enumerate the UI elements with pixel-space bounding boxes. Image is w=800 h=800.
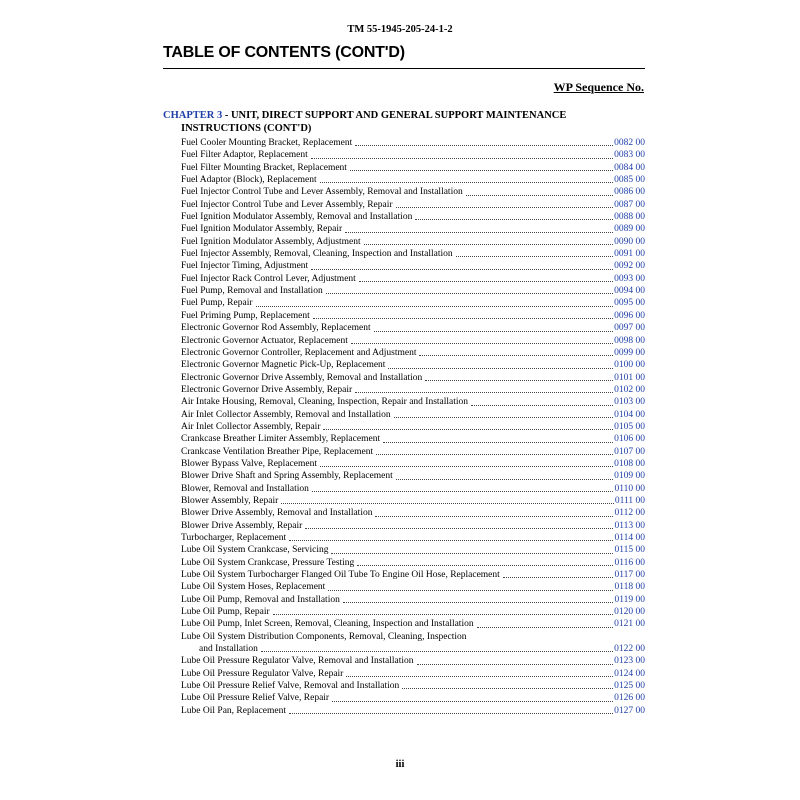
- toc-entry-title: Lube Oil System Crankcase, Pressure Testing: [181, 557, 355, 568]
- toc-entry-title: Blower, Removal and Installation: [181, 483, 309, 494]
- toc-entry-wp-link[interactable]: 0088 00: [614, 212, 645, 223]
- toc-entry-wp-link[interactable]: 0106 00: [614, 434, 645, 445]
- toc-entry[interactable]: [181, 680, 645, 692]
- dot-leader: [328, 590, 613, 591]
- toc-entry-wp-link[interactable]: 0121 00: [614, 619, 645, 630]
- dot-leader: [345, 232, 613, 233]
- dot-leader: [323, 429, 613, 430]
- toc-entry-wp-link[interactable]: 0091 00: [614, 249, 645, 260]
- toc-entry-title: Fuel Injector Timing, Adjustment: [181, 261, 309, 272]
- toc-entry[interactable]: [181, 396, 645, 408]
- toc-entry-title: Fuel Injector Control Tube and Lever Assembly, Removal and Installation: [181, 187, 463, 198]
- toc-entry[interactable]: [181, 495, 645, 507]
- dot-leader: [477, 627, 614, 628]
- toc-entry-wp-link[interactable]: 0104 00: [614, 409, 645, 420]
- toc-entry[interactable]: [181, 297, 645, 309]
- dot-leader: [289, 713, 613, 714]
- wp-sequence-column-header: WP Sequence No.: [553, 80, 644, 94]
- toc-entry[interactable]: [181, 347, 645, 359]
- toc-entry-wp-link[interactable]: 0117 00: [614, 570, 645, 581]
- toc-entry-title: Lube Oil Pressure Relief Valve, Repair: [181, 693, 330, 704]
- toc-entry-wp-link[interactable]: 0125 00: [614, 681, 645, 692]
- dot-leader: [357, 565, 613, 566]
- dot-leader: [503, 577, 614, 578]
- document-id-header: TM 55-1945-205-24-1-2: [347, 24, 453, 35]
- toc-entry[interactable]: [181, 273, 645, 285]
- chapter-title-line2: INSTRUCTIONS (CONT'D): [181, 123, 312, 134]
- toc-entry[interactable]: [181, 458, 645, 470]
- toc-entry[interactable]: [181, 507, 645, 519]
- dot-leader: [388, 368, 613, 369]
- toc-entry-title: Fuel Priming Pump, Replacement: [181, 310, 310, 321]
- toc-entry[interactable]: [181, 569, 645, 581]
- toc-entry[interactable]: [181, 248, 645, 260]
- toc-entry-title: Electronic Governor Rod Assembly, Replacement: [181, 323, 371, 334]
- toc-entry-wp-link[interactable]: 0116 00: [614, 557, 645, 568]
- toc-entry-wp-link[interactable]: 0127 00: [614, 705, 645, 716]
- toc-entry-wp-link[interactable]: 0087 00: [614, 199, 645, 210]
- toc-entry-wp-link[interactable]: 0103 00: [614, 397, 645, 408]
- chapter-title-line1: - UNIT, DIRECT SUPPORT AND GENERAL SUPPORT MAINTENANCE: [222, 110, 567, 121]
- dot-leader: [394, 417, 613, 418]
- toc-entry-title: Crankcase Breather Limiter Assembly, Replacement: [181, 434, 381, 445]
- toc-entry-wp-link[interactable]: 0105 00: [614, 421, 645, 432]
- toc-entry[interactable]: [181, 470, 645, 482]
- toc-entry-wp-link[interactable]: 0097 00: [614, 323, 645, 334]
- toc-entry-wp-link[interactable]: 0083 00: [614, 150, 645, 161]
- toc-entry-title: Fuel Pump, Repair: [181, 298, 253, 309]
- dot-leader: [289, 540, 613, 541]
- dot-leader: [417, 664, 614, 665]
- toc-entry[interactable]: [181, 409, 645, 421]
- dot-leader: [355, 392, 613, 393]
- toc-entry[interactable]: [181, 162, 645, 174]
- dot-leader: [383, 442, 613, 443]
- toc-entry-title: Fuel Ignition Modulator Assembly, Adjustment: [181, 236, 361, 247]
- toc-entry[interactable]: [181, 446, 645, 458]
- toc-entry[interactable]: [181, 655, 645, 667]
- toc-entry-title: Electronic Governor Controller, Replacement and Adjustment: [181, 347, 417, 358]
- dot-leader: [396, 479, 613, 480]
- toc-entry-wp-link[interactable]: 0122 00: [614, 644, 645, 655]
- toc-entry[interactable]: [181, 223, 645, 235]
- dot-leader: [332, 701, 613, 702]
- dot-leader: [311, 158, 613, 159]
- toc-entry-title: Fuel Injector Control Tube and Lever Assembly, Repair: [181, 199, 393, 210]
- toc-entry-title: Fuel Injector Assembly, Removal, Cleaning, Inspection and Installation: [181, 249, 453, 260]
- dot-leader: [355, 145, 613, 146]
- dot-leader: [402, 688, 613, 689]
- toc-entry-title: Electronic Governor Drive Assembly, Removal and Installation: [181, 372, 423, 383]
- toc-entry[interactable]: [181, 359, 645, 371]
- toc-entry-wp-link[interactable]: 0098 00: [614, 335, 645, 346]
- page-number: iii: [395, 759, 405, 770]
- toc-entry[interactable]: [181, 631, 645, 643]
- dot-leader: [311, 269, 613, 270]
- toc-entry[interactable]: [181, 384, 645, 396]
- dot-leader: [281, 503, 614, 504]
- toc-entry-title: Lube Oil Pump, Inlet Screen, Removal, Cleaning, Inspection and Installation: [181, 619, 474, 630]
- dot-leader: [305, 528, 613, 529]
- toc-entry-title: Air Inlet Collector Assembly, Repair: [181, 421, 321, 432]
- dot-leader: [364, 244, 614, 245]
- toc-entry[interactable]: [181, 149, 645, 161]
- toc-entry-wp-link[interactable]: 0119 00: [614, 594, 645, 605]
- dot-leader: [375, 516, 613, 517]
- toc-entry-title: Blower Drive Assembly, Repair: [181, 520, 303, 531]
- toc-entry-wp-link[interactable]: 0111 00: [614, 495, 645, 506]
- toc-entry-title-continued: and Installation: [199, 644, 258, 655]
- dot-leader: [261, 651, 613, 652]
- toc-entry-wp-link[interactable]: 0090 00: [614, 236, 645, 247]
- toc-entry-title: Crankcase Ventilation Breather Pipe, Replacement: [181, 446, 374, 457]
- toc-entry-wp-link[interactable]: 0120 00: [614, 607, 645, 618]
- toc-entry-wp-link[interactable]: 0110 00: [614, 483, 645, 494]
- toc-entry-wp-link[interactable]: 0118 00: [614, 582, 645, 593]
- dot-leader: [313, 318, 613, 319]
- toc-entry[interactable]: [181, 483, 645, 495]
- toc-entry[interactable]: [181, 606, 645, 618]
- dot-leader: [346, 676, 613, 677]
- toc-entry-wp-link[interactable]: 0102 00: [614, 384, 645, 395]
- toc-entry[interactable]: [181, 310, 645, 322]
- toc-entry-wp-link[interactable]: 0108 00: [614, 458, 645, 469]
- toc-entry-title: Fuel Cooler Mounting Bracket, Replacement: [181, 138, 353, 148]
- toc-entry-wp-link[interactable]: 0124 00: [614, 668, 645, 679]
- toc-entry-wp-link[interactable]: 0100 00: [614, 360, 645, 371]
- toc-entry-title: Fuel Ignition Modulator Assembly, Repair: [181, 224, 343, 235]
- toc-entry-wp-link[interactable]: 0101 00: [614, 372, 645, 383]
- toc-entry[interactable]: [181, 421, 645, 433]
- toc-entry-wp-link[interactable]: 0112 00: [614, 508, 645, 519]
- toc-entry[interactable]: [181, 137, 645, 149]
- toc-entry-title: Lube Oil System Distribution Components, Removal, Cleaning, Inspection: [181, 631, 467, 642]
- dot-leader: [374, 331, 614, 332]
- toc-entry[interactable]: [181, 211, 645, 223]
- toc-entry[interactable]: [181, 520, 645, 532]
- toc-entry[interactable]: [181, 260, 645, 272]
- toc-entry-wp-link[interactable]: 0115 00: [614, 545, 645, 556]
- toc-entry-wp-link[interactable]: 0089 00: [614, 224, 645, 235]
- toc-entry-wp-link[interactable]: 0096 00: [614, 310, 645, 321]
- toc-entry-wp-link[interactable]: 0085 00: [614, 175, 645, 186]
- dot-leader: [456, 256, 613, 257]
- dot-leader: [471, 405, 613, 406]
- toc-entry-title: Lube Oil Pressure Regulator Valve, Removal and Installation: [181, 656, 414, 667]
- toc-entry[interactable]: [181, 199, 645, 211]
- toc-entry-wp-link[interactable]: 0113 00: [614, 520, 645, 531]
- dot-leader: [351, 343, 613, 344]
- toc-entry-wp-link[interactable]: 0109 00: [614, 471, 645, 482]
- toc-entry-wp-link[interactable]: 0107 00: [614, 446, 645, 457]
- toc-entry-title: Lube Oil Pressure Relief Valve, Removal and Installation: [181, 681, 400, 692]
- toc-entry[interactable]: [181, 433, 645, 445]
- toc-entry-title: Fuel Filter Adaptor, Replacement: [181, 150, 308, 161]
- toc-entry[interactable]: [181, 186, 645, 198]
- toc-entry-wp-link[interactable]: 0086 00: [614, 187, 645, 198]
- dot-leader: [376, 454, 613, 455]
- toc-entry[interactable]: [181, 594, 645, 606]
- toc-entry-wp-link[interactable]: 0114 00: [614, 533, 645, 543]
- page-title: TABLE OF CONTENTS (CONT'D): [163, 44, 405, 61]
- toc-entry-title: Fuel Injector Rack Control Lever, Adjustment: [181, 273, 356, 284]
- dot-leader: [326, 293, 613, 294]
- toc-entry-title: Lube Oil Pump, Removal and Installation: [181, 594, 340, 605]
- toc-entry-wp-link[interactable]: 0082 00: [614, 138, 645, 148]
- toc-entry-wp-link[interactable]: 0094 00: [614, 286, 645, 297]
- dot-leader: [396, 207, 614, 208]
- toc-entry-wp-link[interactable]: 0092 00: [614, 261, 645, 272]
- toc-entry-wp-link[interactable]: 0123 00: [614, 656, 645, 667]
- toc-entry[interactable]: [181, 372, 645, 384]
- toc-entry-title: Lube Oil System Hoses, Replacement: [181, 582, 326, 593]
- toc-entry-title: Fuel Pump, Removal and Installation: [181, 286, 323, 297]
- chapter-heading: [163, 109, 645, 135]
- toc-entry[interactable]: [181, 557, 645, 569]
- toc-entry-title: Turbocharger, Replacement: [181, 533, 287, 543]
- toc-entry[interactable]: [181, 705, 645, 717]
- dot-leader: [419, 355, 613, 356]
- toc-entry-title: Fuel Adaptor (Block), Replacement: [181, 175, 317, 186]
- chapter-link[interactable]: CHAPTER 3: [163, 110, 223, 121]
- dot-leader: [312, 491, 614, 492]
- dot-leader: [320, 182, 614, 183]
- dot-leader: [425, 380, 613, 381]
- toc-entry-title: Lube Oil Pressure Regulator Valve, Repair: [181, 668, 344, 679]
- toc-list: [181, 137, 645, 717]
- toc-entry-title: Blower Bypass Valve, Replacement: [181, 458, 317, 469]
- toc-entry-continuation[interactable]: [181, 643, 645, 655]
- dot-leader: [320, 466, 613, 467]
- title-divider: [163, 68, 645, 69]
- dot-leader: [415, 219, 613, 220]
- toc-entry-title: Electronic Governor Actuator, Replacement: [181, 335, 348, 346]
- toc-entry-title: Lube Oil System Turbocharger Flanged Oil Tube To Engine Oil Hose, Replacement: [181, 570, 500, 581]
- toc-entry-title: Blower Drive Assembly, Removal and Installation: [181, 508, 373, 519]
- toc-entry[interactable]: [181, 581, 645, 593]
- dot-leader: [256, 306, 614, 307]
- toc-entry[interactable]: [181, 236, 645, 248]
- toc-entry-title: Lube Oil System Crankcase, Servicing: [181, 545, 329, 556]
- toc-entry-title: Electronic Governor Drive Assembly, Repair: [181, 384, 353, 395]
- toc-entry[interactable]: [181, 544, 645, 556]
- toc-entry-title: Lube Oil Pump, Repair: [181, 607, 270, 618]
- toc-entry[interactable]: [181, 532, 645, 544]
- toc-entry-title: Electronic Governor Magnetic Pick-Up, Replacement: [181, 360, 386, 371]
- toc-entry[interactable]: [181, 618, 645, 630]
- toc-entry-title: Blower Assembly, Repair: [181, 495, 279, 506]
- dot-leader: [343, 602, 614, 603]
- toc-entry-wp-link[interactable]: 0095 00: [614, 298, 645, 309]
- toc-entry-title: Lube Oil Pan, Replacement: [181, 705, 286, 716]
- toc-entry-title: Fuel Filter Mounting Bracket, Replacement: [181, 162, 347, 173]
- toc-entry[interactable]: [181, 692, 645, 704]
- toc-entry[interactable]: [181, 174, 645, 186]
- dot-leader: [466, 195, 613, 196]
- toc-entry-title: Air Inlet Collector Assembly, Removal and Installation: [181, 409, 391, 420]
- toc-entry-wp-link[interactable]: 0099 00: [614, 347, 645, 358]
- toc-entry[interactable]: [181, 322, 645, 334]
- dot-leader: [331, 553, 613, 554]
- toc-entry-wp-link[interactable]: 0126 00: [614, 693, 645, 704]
- dot-leader: [359, 281, 613, 282]
- toc-entry[interactable]: [181, 285, 645, 297]
- toc-entry-wp-link[interactable]: 0084 00: [614, 162, 645, 173]
- dot-leader: [350, 170, 613, 171]
- toc-entry-title: Fuel Ignition Modulator Assembly, Removal and Installation: [181, 212, 413, 223]
- toc-entry-title: Air Intake Housing, Removal, Cleaning, Inspection, Repair and Installation: [181, 397, 469, 408]
- toc-entry-wp-link[interactable]: 0093 00: [614, 273, 645, 284]
- toc-entry[interactable]: [181, 335, 645, 347]
- toc-entry-title: Blower Drive Shaft and Spring Assembly, Replacement: [181, 471, 393, 482]
- dot-leader: [273, 614, 613, 615]
- toc-entry[interactable]: [181, 668, 645, 680]
